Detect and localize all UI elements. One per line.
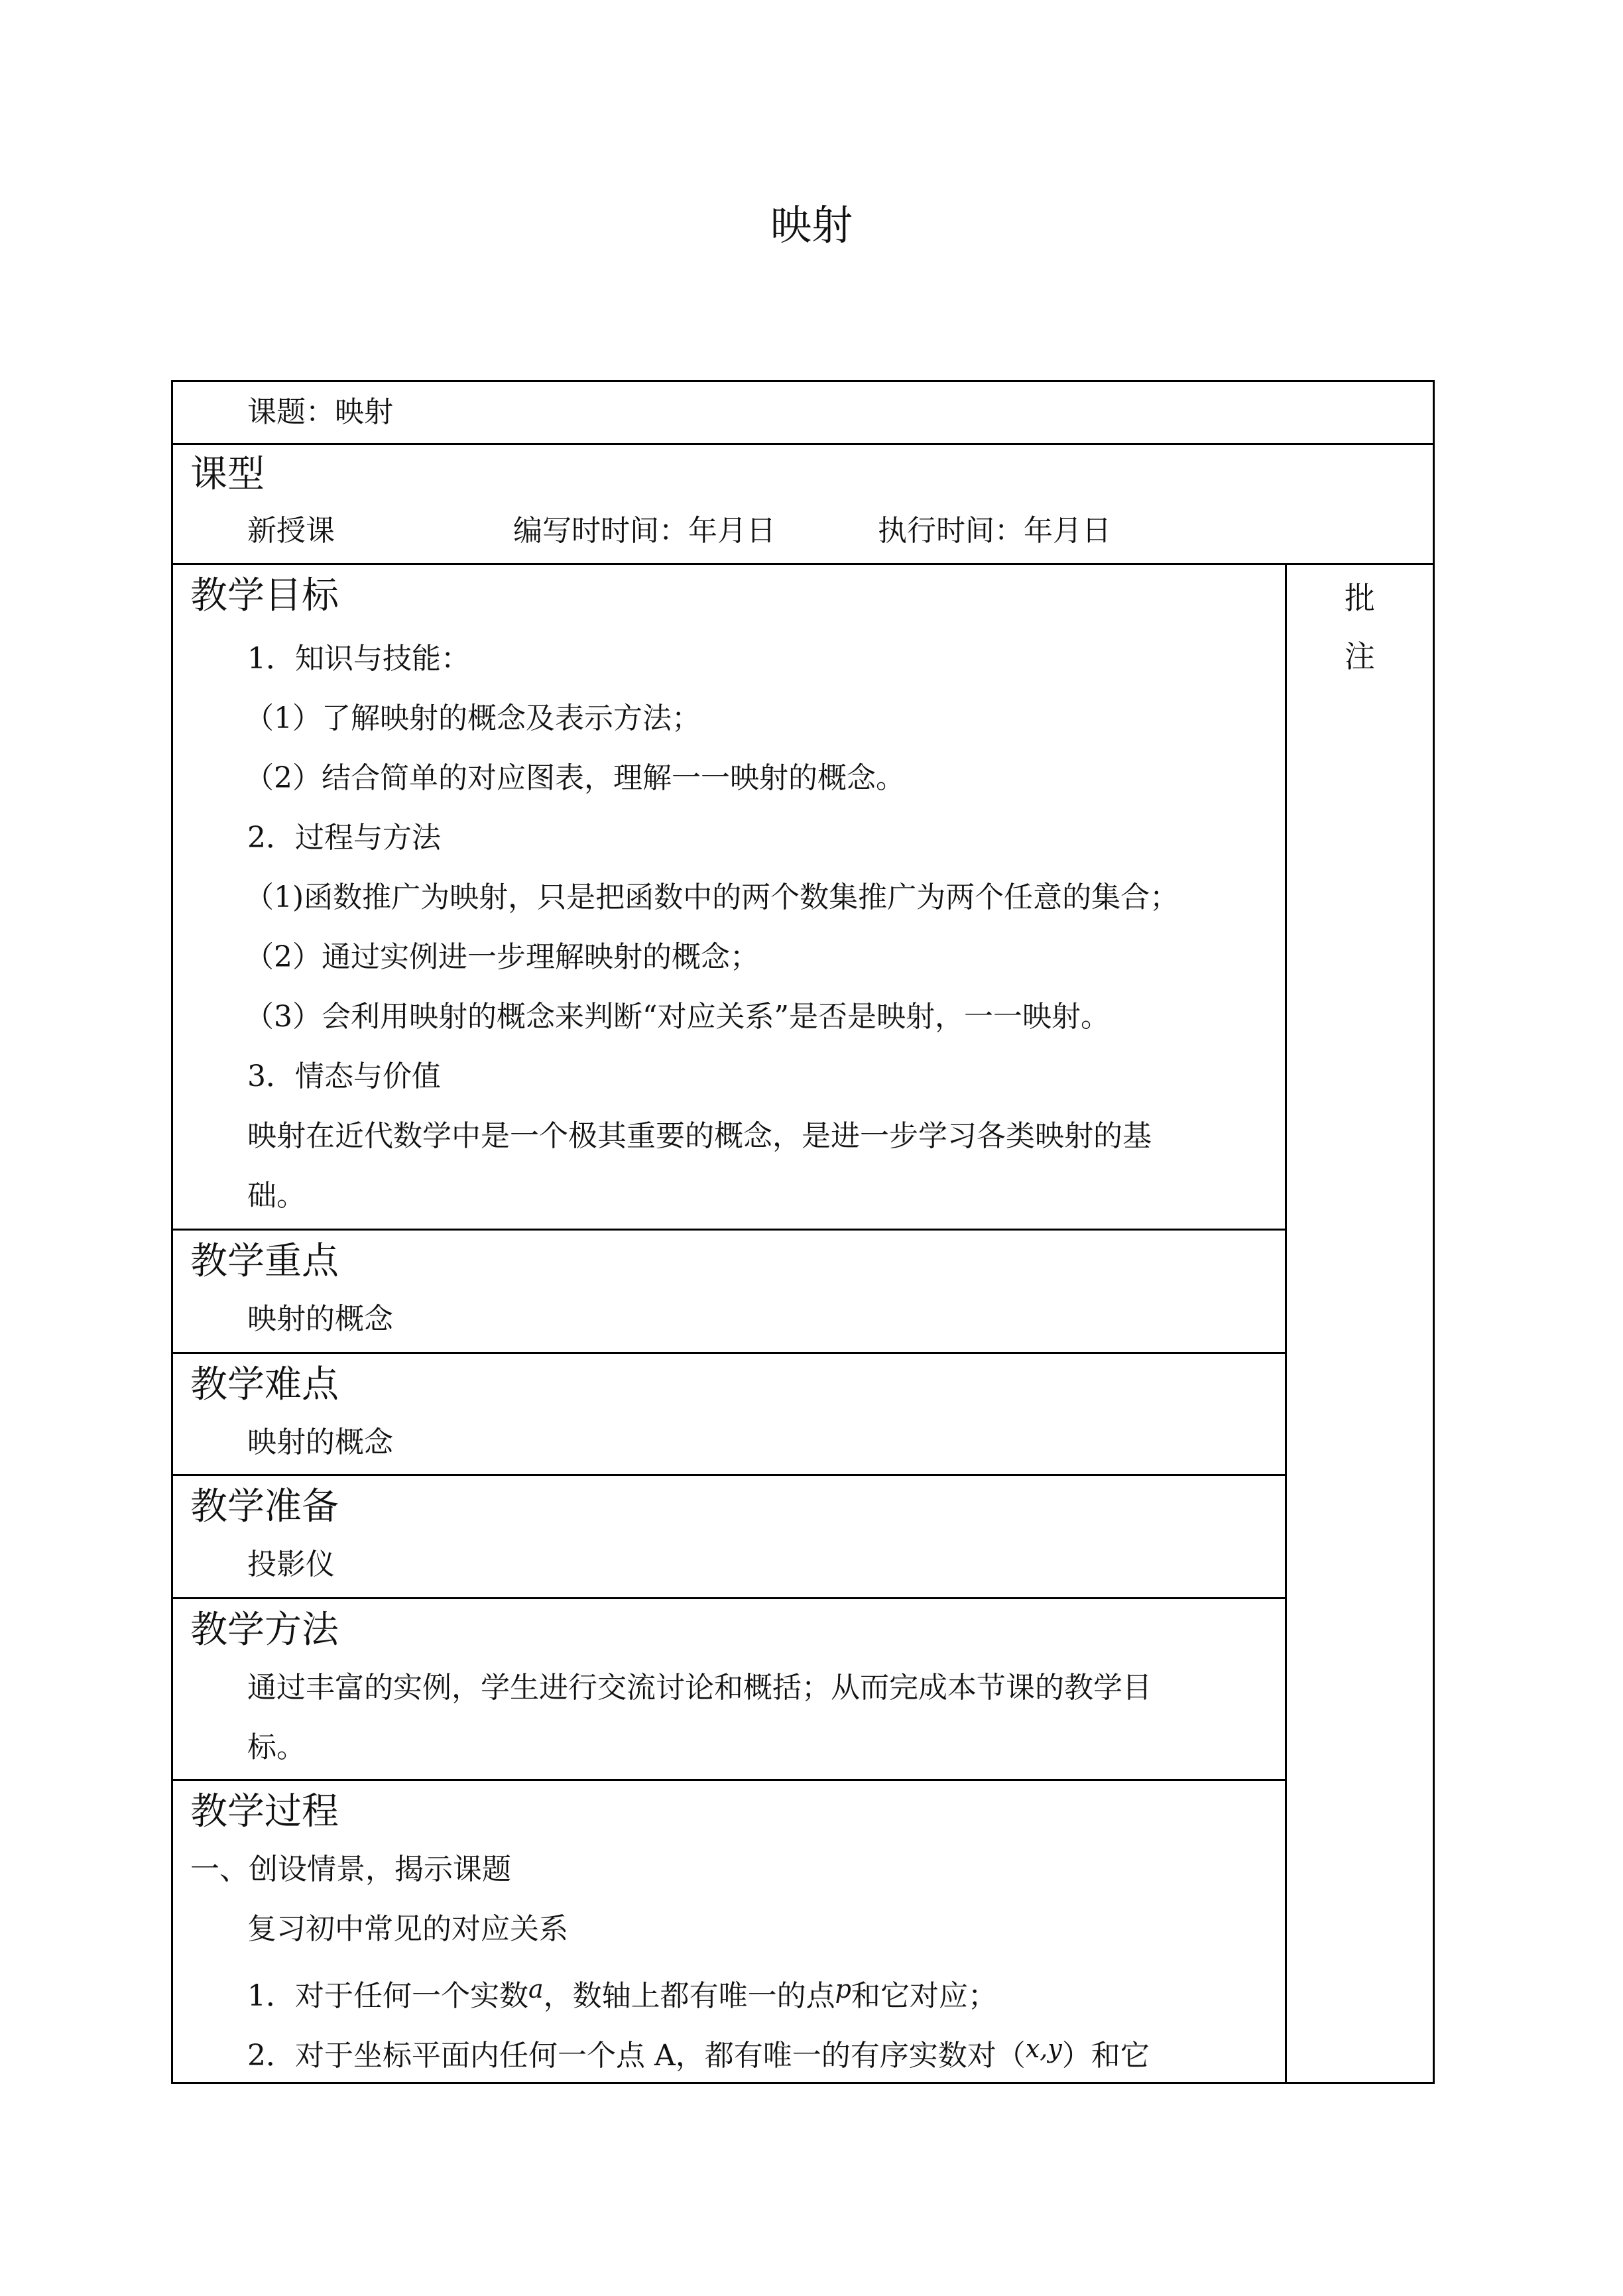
process-part-1: 一、创设情景，揭示课题 — [190, 1852, 511, 1886]
difficulty-heading: 教学难点 — [190, 1363, 339, 1406]
objective-values-text-2: 础。 — [247, 1179, 306, 1213]
process-section — [173, 1779, 1287, 2082]
preparation-section — [173, 1474, 1287, 1597]
process-item-1-b: ，数轴上都有唯一的点 — [543, 1979, 835, 2013]
variable-a: a — [528, 1974, 544, 2004]
preparation-heading: 教学准备 — [190, 1485, 339, 1528]
method-text-1: 通过丰富的实例，学生进行交流讨论和概括；从而完成本节课的教学目 — [247, 1671, 1152, 1705]
process-item-2 — [247, 2029, 1150, 2076]
difficulty-text: 映射的概念 — [247, 1425, 393, 1459]
lesson-plan-table — [171, 380, 1435, 2084]
preparation-text: 投影仪 — [247, 1547, 335, 1581]
topic-label: 课题：映射 — [247, 395, 393, 429]
variable-xy: x,y — [1025, 2034, 1062, 2063]
objective-values: 3．情态与价值 — [247, 1059, 441, 1093]
variable-p: p — [835, 1974, 851, 2004]
objective-process-2: （2）通过实例进一步理解映射的概念； — [245, 940, 759, 974]
lesson-type-row — [173, 443, 1433, 563]
objectives-section — [173, 563, 1287, 1229]
difficulty-section — [173, 1352, 1287, 1474]
objective-knowledge-1: （1）了解映射的概念及表示方法； — [245, 701, 701, 735]
process-review: 复习初中常见的对应关系 — [247, 1912, 568, 1946]
method-heading: 教学方法 — [190, 1608, 339, 1652]
process-item-1-c: 和它对应； — [851, 1979, 997, 2013]
key-point-section — [173, 1229, 1287, 1352]
key-point-heading: 教学重点 — [190, 1240, 339, 1283]
process-item-2-b: ）和它 — [1061, 2039, 1150, 2073]
annotation-column — [1287, 563, 1433, 2084]
process-item-2-a: 2．对于坐标平面内任何一个点 A，都有唯一的有序实数对（ — [247, 2039, 1026, 2073]
topic-row — [173, 382, 1433, 443]
written-time: 编写时时间：年月日 — [513, 514, 776, 548]
objective-knowledge: 1．知识与技能： — [247, 642, 470, 676]
page-title: 映射 — [770, 201, 853, 249]
key-point-text: 映射的概念 — [247, 1302, 393, 1336]
objective-process: 2．过程与方法 — [247, 821, 441, 855]
method-section — [173, 1597, 1287, 1779]
lesson-type-heading: 课型 — [190, 453, 265, 496]
process-heading: 教学过程 — [190, 1790, 339, 1833]
objective-values-text-1: 映射在近代数学中是一个极其重要的概念，是进一步学习各类映射的基 — [247, 1119, 1152, 1153]
method-text-2: 标。 — [247, 1730, 306, 1764]
lesson-type-value: 新授课 — [247, 514, 335, 548]
execution-time: 执行时间：年月日 — [878, 514, 1111, 548]
objectives-heading: 教学目标 — [190, 574, 339, 617]
objective-process-3: （3）会利用映射的概念来判断“对应关系”是否是映射，一一映射。 — [245, 1000, 1110, 1034]
annotation-char-2: 注 — [1345, 638, 1375, 674]
objective-process-1: （1)函数推广为映射，只是把函数中的两个数集推广为两个任意的集合； — [245, 880, 1179, 914]
objective-knowledge-2: （2）结合简单的对应图表，理解一一映射的概念。 — [245, 761, 905, 795]
process-item-1-a: 1．对于任何一个实数 — [247, 1979, 528, 2013]
process-item-1 — [247, 1969, 997, 2016]
annotation-char-1: 批 — [1345, 580, 1375, 616]
